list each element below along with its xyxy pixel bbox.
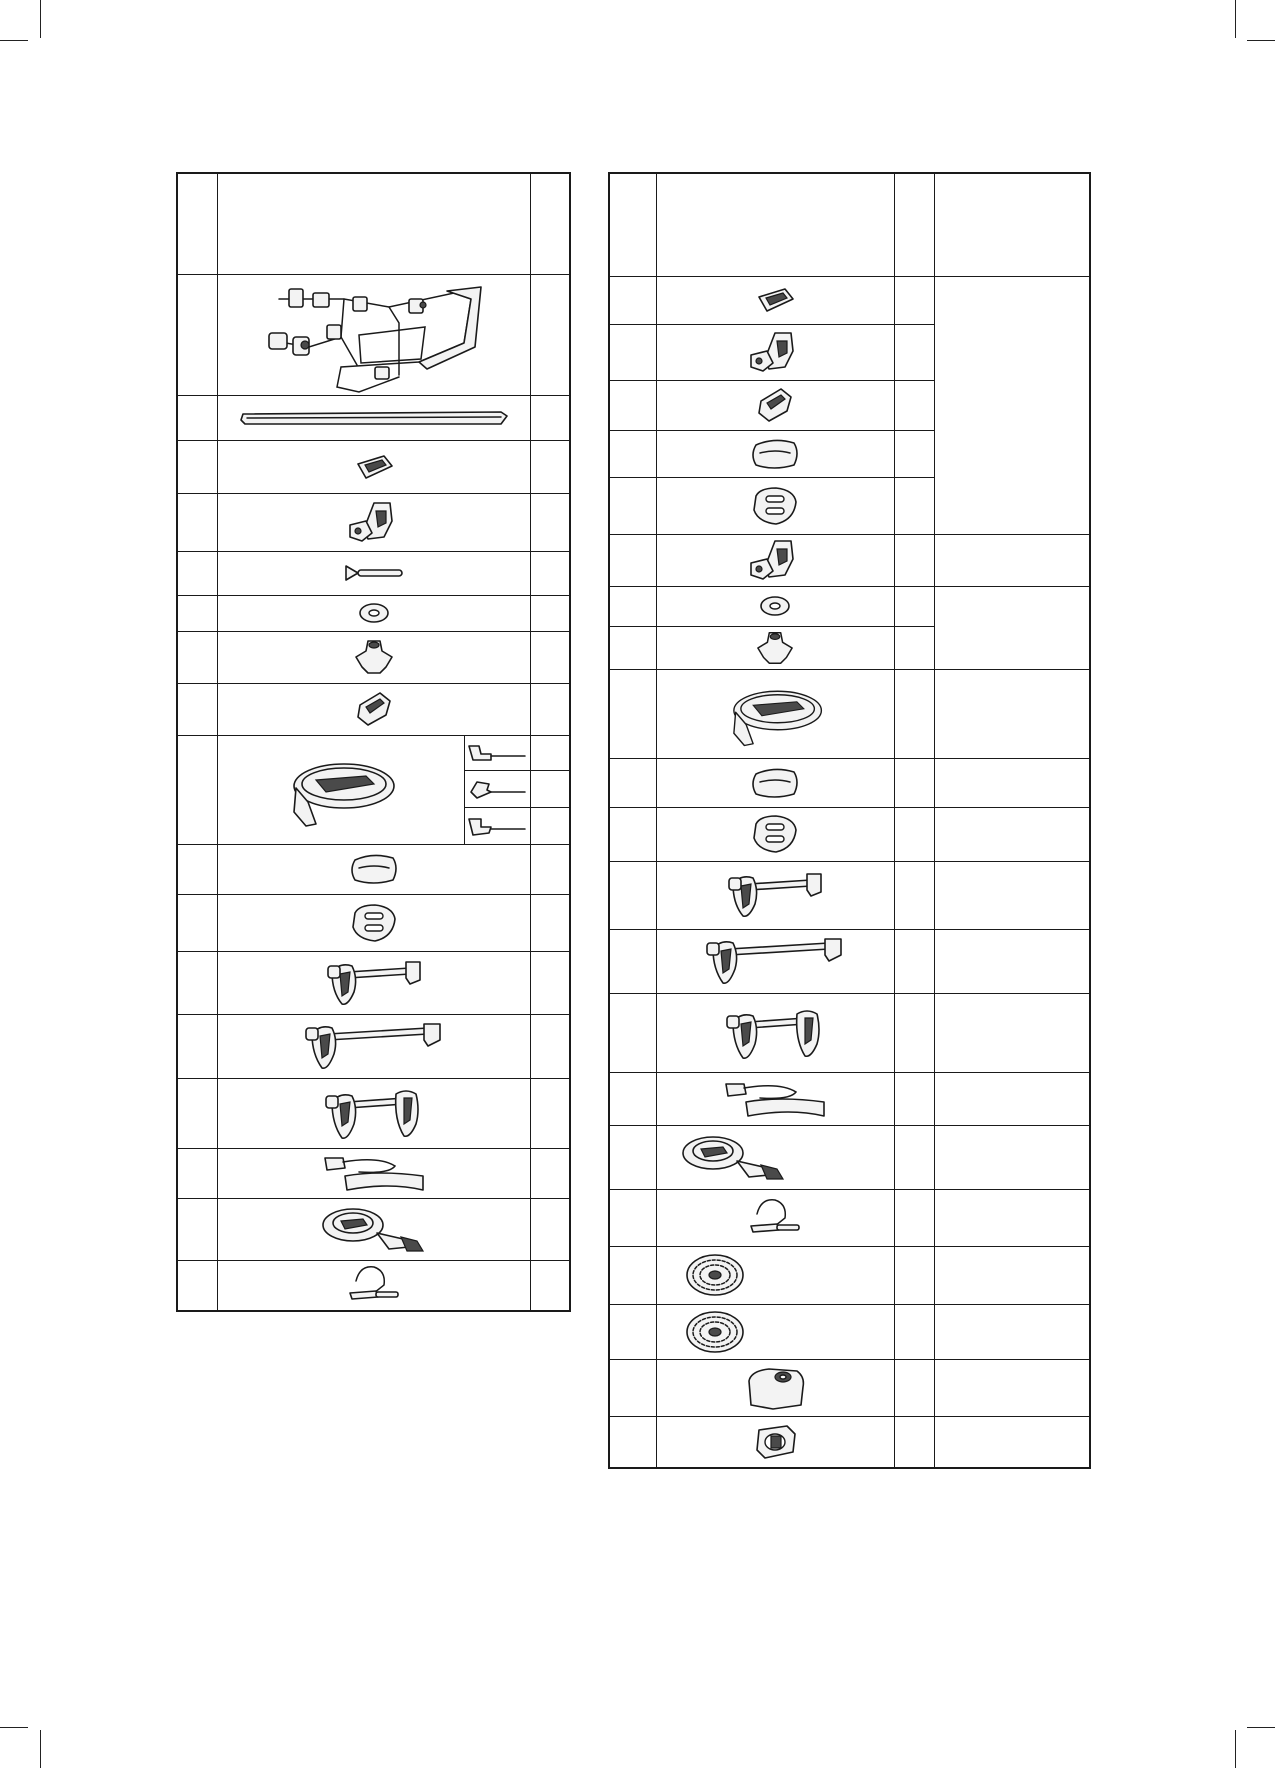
long-wheel-holder-icon (217, 1014, 530, 1078)
note-cell (934, 1189, 1090, 1246)
adapter-disc-icon (656, 1304, 894, 1359)
table-row (609, 1246, 1090, 1304)
table-row (177, 1260, 570, 1311)
table-row (177, 1014, 570, 1078)
header-cell (217, 173, 530, 274)
table-row (177, 735, 570, 770)
rubber-pad-icon (217, 844, 530, 894)
note-cell (934, 1416, 1090, 1468)
frame-clamp-icon (656, 1189, 894, 1246)
table-row (177, 844, 570, 894)
note-cell (934, 534, 1090, 586)
ratchet-strap-icon (656, 1125, 894, 1189)
table-row (177, 951, 570, 1014)
long-rail-icon (217, 395, 530, 440)
table-row (609, 586, 1090, 626)
table-row (609, 929, 1090, 993)
rubber-pad-icon (656, 758, 894, 807)
table-row (177, 1198, 570, 1260)
strap-guide-icon (656, 807, 894, 861)
table-row (609, 1304, 1090, 1359)
table-row (609, 534, 1090, 586)
table-row (609, 861, 1090, 929)
clamp-insert-icon (656, 276, 894, 324)
table-header-row (177, 173, 570, 274)
strap-end-icon (464, 807, 530, 844)
crop-mark (40, 1730, 41, 1768)
adapter-clamp-icon (217, 493, 530, 551)
note-cell (934, 1125, 1090, 1189)
strap-end-icon (464, 735, 530, 770)
crop-mark (1247, 40, 1275, 41)
adapter-clamp-icon (656, 324, 894, 380)
crop-mark (0, 1727, 28, 1728)
table-header-row (609, 173, 1090, 276)
table-row (177, 1078, 570, 1148)
header-cell (894, 173, 934, 276)
end-cap-icon (656, 1359, 894, 1416)
note-cell (934, 1304, 1090, 1359)
table-row (177, 631, 570, 683)
crop-mark (0, 40, 28, 41)
table-row (177, 493, 570, 551)
note-cell (934, 1359, 1090, 1416)
crop-mark (1235, 0, 1236, 38)
star-knob-icon (656, 626, 894, 669)
note-cell (934, 929, 1090, 993)
crop-mark (1247, 1727, 1275, 1728)
note-cell (934, 1072, 1090, 1125)
table-row (177, 894, 570, 951)
t-bolt-icon (217, 551, 530, 595)
table-row (609, 807, 1090, 861)
table-row (609, 1359, 1090, 1416)
note-cell (934, 758, 1090, 807)
table-row (177, 440, 570, 493)
frame-clamp-icon (217, 1260, 530, 1311)
table-row (177, 395, 570, 440)
crop-mark (1235, 1730, 1236, 1768)
note-cell (934, 276, 1090, 534)
strap-end-icon (464, 770, 530, 807)
note-cell (934, 993, 1090, 1072)
parts-table-left (176, 172, 571, 1312)
crop-mark (40, 0, 41, 38)
table-row (609, 1189, 1090, 1246)
table-row (609, 1072, 1090, 1125)
short-wheel-holder-icon (217, 951, 530, 1014)
note-cell (934, 1246, 1090, 1304)
adapter-clamp-icon (656, 534, 894, 586)
header-cell (609, 173, 656, 276)
table-row (609, 1125, 1090, 1189)
note-cell (934, 861, 1090, 929)
double-wheel-holder-icon (217, 1078, 530, 1148)
strap-guide-icon (217, 894, 530, 951)
ratchet-strap-icon (217, 1198, 530, 1260)
table-row (177, 595, 570, 631)
table-row (177, 274, 570, 395)
table-row (609, 276, 1090, 324)
table-row (609, 669, 1090, 758)
wheel-strap-icon (217, 1148, 530, 1198)
note-cell (934, 669, 1090, 758)
clamp-insert-icon (217, 440, 530, 493)
table-row (177, 1148, 570, 1198)
wheel-strap-icon (656, 1072, 894, 1125)
parts-table-right (608, 172, 1091, 1469)
adapter-disc-icon (656, 1246, 894, 1304)
double-wheel-holder-icon (656, 993, 894, 1072)
strap-guide-icon (656, 477, 894, 534)
washer-icon (217, 595, 530, 631)
rolled-strap-icon (217, 735, 464, 844)
buckle-insert-icon (656, 380, 894, 430)
washer-icon (656, 586, 894, 626)
long-wheel-holder-icon (656, 929, 894, 993)
header-cell (934, 173, 1090, 276)
note-cell (934, 586, 1090, 669)
table-row (177, 551, 570, 595)
rolled-strap-icon (656, 669, 894, 758)
table-row (609, 993, 1090, 1072)
main-frame-icon (217, 274, 530, 395)
table-row (609, 758, 1090, 807)
header-cell (530, 173, 570, 274)
short-wheel-holder-icon (656, 861, 894, 929)
tube-clip-icon (656, 1416, 894, 1468)
table-row (177, 683, 570, 735)
header-cell (656, 173, 894, 276)
note-cell (934, 807, 1090, 861)
header-cell (177, 173, 217, 274)
buckle-insert-icon (217, 683, 530, 735)
rubber-pad-icon (656, 430, 894, 477)
star-knob-icon (217, 631, 530, 683)
table-row (609, 1416, 1090, 1468)
